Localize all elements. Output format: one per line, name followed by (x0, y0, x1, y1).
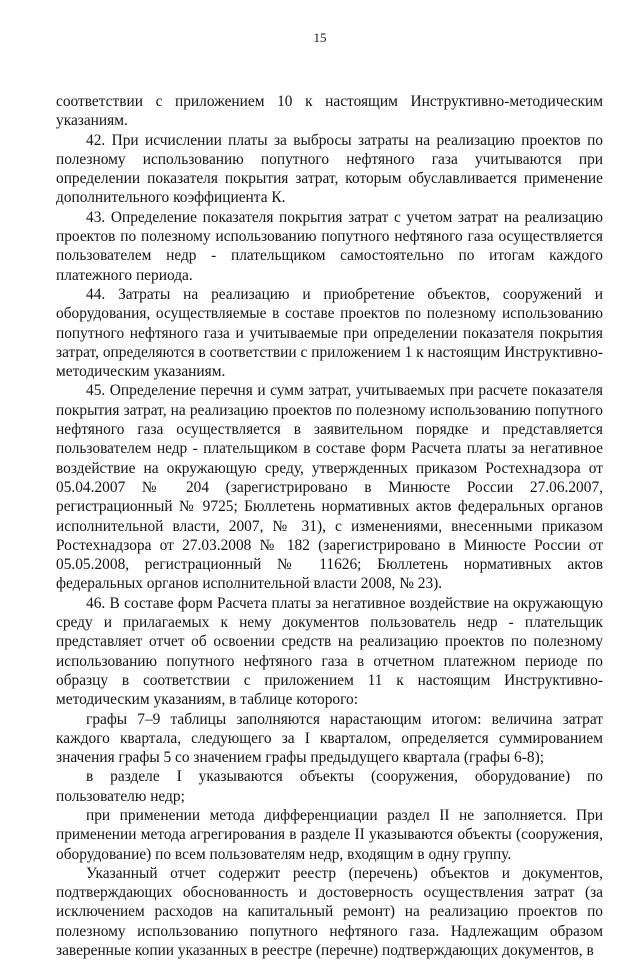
paragraph-report-registry: Указанный отчет содержит реестр (перечень) объектов и документов, подтверждающих обоснованность и достоверность осуществления затрат (за исключением расходов на капитальный ремонт) на реализацию проектов по полезному использованию попутного нефтяного газа. Надлежащим образом заверенные копии указанных в реестре (перечне) подтверждающих документов, в (56, 864, 603, 960)
paragraph-45: 45. Определение перечня и сумм затрат, учитываемых при расчете показателя покрытия затрат, на реализацию проектов по полезному использованию попутного нефтяного газа осуществляется в заявительном порядке и представляется пользователем недр - плательщиком в составе форм Расчета платы за негативное воздействие на окружающую среду, утвержденных приказом Ростехнадзора от 05.04.2007 № 204 (зарегистрировано в Минюсте России 27.06.2007, регистрационный № 9725; Бюллетень нормативных актов федеральных органов исполнительной власти, 2007, № 31), с изменениями, внесенными приказом Ростехнадзора от 27.03.2008 № 182 (зарегистрировано в Минюсте России от 05.05.2008, регистрационный № 11626; Бюллетень нормативных актов федеральных органов исполнительной власти 2008, № 23). (56, 382, 603, 593)
paragraph-42: 42. При исчислении платы за выбросы затраты на реализацию проектов по полезному использованию попутного нефтяного газа учитываются при определении показателя покрытия затрат, которым обуславливается применение дополнительного коэффициента К. (56, 131, 603, 207)
paragraph-44: 44. Затраты на реализацию и приобретение объектов, сооружений и оборудования, осуществляемые в составе проектов по полезному использованию попутного нефтяного газа и учитываемые при определении показателя покрытия затрат, определяются в соответствии с приложением 1 к настоящим Инструктивно-методическим указаниям. (56, 285, 603, 381)
paragraph-46-columns-7-9: графы 7–9 таблицы заполняются нарастающим итогом: величина затрат каждого квартала, следующего за I кварталом, определяется суммированием значения графы 5 со значением графы предыдущего квартала (графы 6-8); (56, 710, 603, 767)
paragraph-46-section-2: при применении метода дифференциации раздел II не заполняется. При применении метода агрегирования в разделе II указываются объекты (сооружения, оборудование) по всем пользователям недр, входящим в одну группу. (56, 806, 603, 863)
paragraph-43: 43. Определение показателя покрытия затрат с учетом затрат на реализацию проектов по полезному использованию попутного нефтяного газа осуществляется пользователем недр - плательщиком самостоятельно по итогам каждого платежного периода. (56, 208, 603, 284)
paragraph-41-continuation: соответствии с приложением 10 к настоящим Инструктивно-методическим указаниям. (56, 93, 603, 130)
paragraph-46-section-1: в разделе I указываются объекты (сооружения, оборудование) по пользователю недр; (56, 768, 603, 805)
paragraph-46: 46. В составе форм Расчета платы за негативное воздействие на окружающую среду и прилагаемых к нему документов пользователь недр - плательщик представляет отчет об освоении средств на реализацию проектов по полезному использованию попутного нефтяного газа в отчетном платежном периоде по образцу в соответствии с приложением 11 к настоящим Инструктивно-методическим указаниям, в таблице которого: (56, 594, 603, 709)
document-body (56, 92, 603, 960)
page-number: 15 (313, 30, 327, 45)
